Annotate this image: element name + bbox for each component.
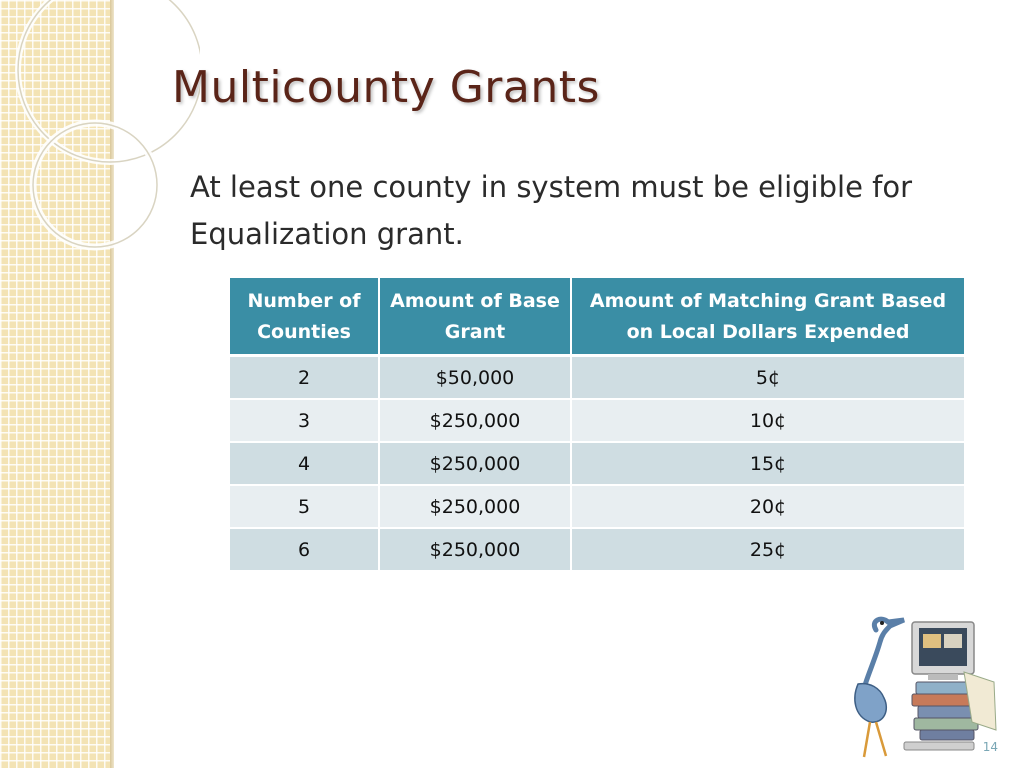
table-row bbox=[230, 398, 964, 441]
table-row bbox=[230, 441, 964, 484]
header-number-of-counties: Number of Counties bbox=[230, 278, 380, 354]
cell-base-grant: $250,000 bbox=[380, 484, 572, 527]
cell-matching-grant: 5¢ bbox=[572, 354, 964, 398]
page-number: 14 bbox=[982, 740, 998, 754]
cell-matching-grant: 20¢ bbox=[572, 484, 964, 527]
slide-title: Multicounty Grants bbox=[172, 62, 600, 113]
table-row bbox=[230, 527, 964, 570]
cell-counties: 2 bbox=[230, 354, 380, 398]
heron-books-computer-clipart bbox=[824, 612, 1004, 762]
grants-table bbox=[230, 278, 964, 570]
table-header-row bbox=[230, 278, 964, 354]
cell-matching-grant: 15¢ bbox=[572, 441, 964, 484]
cell-matching-grant: 10¢ bbox=[572, 398, 964, 441]
table-row bbox=[230, 354, 964, 398]
slide-body-text: At least one county in system must be eligible for Equalization grant. bbox=[190, 170, 912, 251]
cell-matching-grant: 25¢ bbox=[572, 527, 964, 570]
cell-counties: 3 bbox=[230, 398, 380, 441]
cell-base-grant: $50,000 bbox=[380, 354, 572, 398]
header-base-grant: Amount of Base Grant bbox=[380, 278, 572, 354]
header-matching-grant: Amount of Matching Grant Based on Local Dollars Expended bbox=[572, 278, 964, 354]
cell-base-grant: $250,000 bbox=[380, 398, 572, 441]
decorative-rings bbox=[0, 0, 200, 300]
cell-counties: 5 bbox=[230, 484, 380, 527]
cell-counties: 4 bbox=[230, 441, 380, 484]
cell-counties: 6 bbox=[230, 527, 380, 570]
table-row bbox=[230, 484, 964, 527]
cell-base-grant: $250,000 bbox=[380, 441, 572, 484]
cell-base-grant: $250,000 bbox=[380, 527, 572, 570]
